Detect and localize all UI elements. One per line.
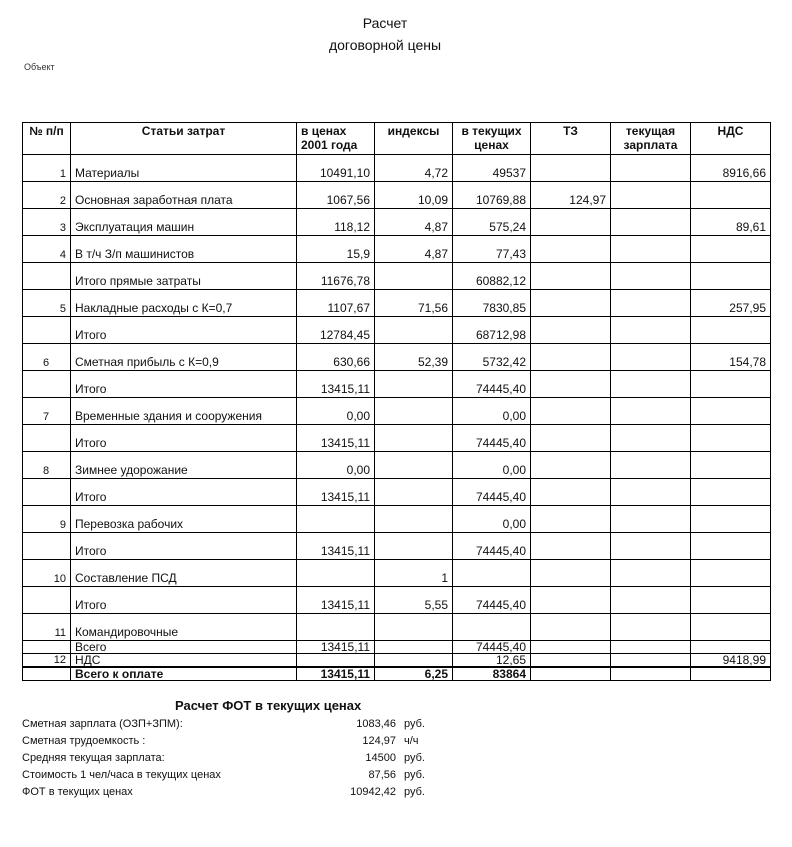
- cost-item-name: Итого: [71, 425, 297, 452]
- fot-label: Сметная трудоемкость :: [22, 735, 146, 747]
- tz-value: 124,97: [531, 182, 611, 209]
- col-header-current-salary: текущая зарплата: [611, 123, 691, 155]
- current-salary: [611, 398, 691, 425]
- base-price: 15,9: [297, 236, 375, 263]
- current-salary: [611, 371, 691, 398]
- fot-unit: ч/ч: [404, 735, 419, 747]
- fot-value: 14500: [365, 752, 396, 764]
- current-price: 74445,40: [453, 641, 531, 654]
- vat-value: 8916,66: [691, 155, 771, 182]
- index-value: [375, 533, 453, 560]
- current-price: 0,00: [453, 452, 531, 479]
- current-salary: [611, 654, 691, 668]
- current-price: 74445,40: [453, 533, 531, 560]
- row-number: [23, 587, 71, 614]
- document-title: Расчет: [362, 15, 408, 31]
- index-value: [375, 506, 453, 533]
- current-salary: [611, 155, 691, 182]
- row-number: 9: [23, 506, 71, 533]
- table-row: [23, 614, 771, 641]
- col-header-indexes: индексы: [375, 123, 453, 155]
- base-price: 13415,11: [297, 587, 375, 614]
- fot-label: Средняя текущая зарплата:: [22, 752, 165, 764]
- fot-row: [22, 716, 464, 733]
- tz-value: [531, 236, 611, 263]
- vat-value: [691, 398, 771, 425]
- cost-item-name: Основная заработная плата: [71, 182, 297, 209]
- vat-value: [691, 614, 771, 641]
- base-price: 10491,10: [297, 155, 375, 182]
- current-price: 0,00: [453, 398, 531, 425]
- index-value: [375, 641, 453, 654]
- vat-value: [691, 182, 771, 209]
- table-row: [23, 654, 771, 668]
- row-number: [23, 479, 71, 506]
- current-salary: [611, 263, 691, 290]
- tz-value: [531, 560, 611, 587]
- tz-value: [531, 425, 611, 452]
- tz-value: [531, 506, 611, 533]
- current-salary: [611, 317, 691, 344]
- vat-value: 9418,99: [691, 654, 771, 668]
- row-number: 10: [23, 560, 71, 587]
- index-value: 4,72: [375, 155, 453, 182]
- current-price: 5732,42: [453, 344, 531, 371]
- cost-item-name: Эксплуатация машин: [71, 209, 297, 236]
- table-row: [23, 641, 771, 654]
- fot-row: [22, 750, 464, 767]
- current-salary: [611, 209, 691, 236]
- vat-value: [691, 667, 771, 681]
- index-value: 6,25: [375, 667, 453, 681]
- vat-value: [691, 425, 771, 452]
- table-row: [23, 236, 771, 263]
- current-price: 10769,88: [453, 182, 531, 209]
- current-price: 74445,40: [453, 479, 531, 506]
- vat-value: [691, 317, 771, 344]
- table-row: [23, 155, 771, 182]
- col-header-base-prices: в ценах 2001 года: [297, 123, 375, 155]
- tz-value: [531, 654, 611, 668]
- current-salary: [611, 344, 691, 371]
- col-header-tz: ТЗ: [531, 123, 611, 155]
- vat-value: [691, 452, 771, 479]
- current-salary: [611, 614, 691, 641]
- base-price: [297, 506, 375, 533]
- row-number: [23, 371, 71, 398]
- index-value: 52,39: [375, 344, 453, 371]
- row-number: [23, 317, 71, 344]
- tz-value: [531, 263, 611, 290]
- table-row: [23, 533, 771, 560]
- current-salary: [611, 236, 691, 263]
- base-price: 13415,11: [297, 425, 375, 452]
- current-salary: [611, 182, 691, 209]
- table-row: [23, 344, 771, 371]
- tz-value: [531, 533, 611, 560]
- current-salary: [611, 533, 691, 560]
- row-number: [23, 667, 71, 681]
- fot-label: Сметная зарплата (ОЗП+ЗПМ):: [22, 718, 183, 730]
- vat-value: [691, 506, 771, 533]
- cost-item-name: Всего к оплате: [71, 667, 297, 681]
- fot-value: 124,97: [362, 735, 396, 747]
- cost-item-name: Временные здания и сооружения: [71, 398, 297, 425]
- tz-value: [531, 587, 611, 614]
- table-row: [23, 290, 771, 317]
- table-row: [23, 209, 771, 236]
- col-header-current-prices: в текущих ценах: [453, 123, 531, 155]
- fot-table: [22, 716, 464, 801]
- tz-value: [531, 209, 611, 236]
- vat-value: [691, 236, 771, 263]
- base-price: 13415,11: [297, 479, 375, 506]
- vat-value: [691, 263, 771, 290]
- row-number: [23, 263, 71, 290]
- col-header-no: № п/п: [23, 123, 71, 155]
- current-salary: [611, 452, 691, 479]
- fot-value: 1083,46: [356, 718, 396, 730]
- current-salary: [611, 667, 691, 681]
- cost-item-name: Сметная прибыль с К=0,9: [71, 344, 297, 371]
- current-price: 575,24: [453, 209, 531, 236]
- row-number: 2: [23, 182, 71, 209]
- row-number: [23, 425, 71, 452]
- row-number: 6: [23, 344, 71, 371]
- current-price: 49537: [453, 155, 531, 182]
- index-value: 4,87: [375, 209, 453, 236]
- table-row: [23, 506, 771, 533]
- fot-value: 87,56: [368, 769, 396, 781]
- tz-value: [531, 371, 611, 398]
- cost-item-name: Командировочные: [71, 614, 297, 641]
- current-price: [453, 560, 531, 587]
- row-number: 12: [23, 654, 71, 668]
- table-row: [23, 371, 771, 398]
- base-price: 13415,11: [297, 371, 375, 398]
- index-value: [375, 452, 453, 479]
- cost-item-name: В т/ч З/п машинистов: [71, 236, 297, 263]
- cost-item-name: Итого: [71, 317, 297, 344]
- col-header-cost-items: Статьи затрат: [71, 123, 297, 155]
- cost-item-name: Итого: [71, 587, 297, 614]
- current-salary: [611, 506, 691, 533]
- current-salary: [611, 290, 691, 317]
- base-price: 1067,56: [297, 182, 375, 209]
- cost-item-name: Итого: [71, 371, 297, 398]
- index-value: [375, 614, 453, 641]
- fot-unit: руб.: [404, 752, 425, 764]
- cost-item-name: НДС: [71, 654, 297, 668]
- vat-value: [691, 479, 771, 506]
- tz-value: [531, 614, 611, 641]
- base-price: [297, 654, 375, 668]
- index-value: 71,56: [375, 290, 453, 317]
- row-number: 8: [23, 452, 71, 479]
- fot-unit: руб.: [404, 769, 425, 781]
- base-price: 12784,45: [297, 317, 375, 344]
- row-number: 1: [23, 155, 71, 182]
- vat-value: [691, 371, 771, 398]
- index-value: 10,09: [375, 182, 453, 209]
- fot-section-title: Расчет ФОТ в текущих ценах: [175, 698, 362, 713]
- index-value: [375, 371, 453, 398]
- object-label: Объект: [24, 62, 55, 72]
- table-row: [23, 182, 771, 209]
- table-row: [23, 263, 771, 290]
- vat-value: [691, 587, 771, 614]
- current-price: 0,00: [453, 506, 531, 533]
- base-price: 630,66: [297, 344, 375, 371]
- tz-value: [531, 344, 611, 371]
- table-header-row: [23, 123, 771, 155]
- fot-unit: руб.: [404, 786, 425, 798]
- index-value: [375, 425, 453, 452]
- index-value: 5,55: [375, 587, 453, 614]
- base-price: [297, 614, 375, 641]
- cost-item-name: Итого прямые затраты: [71, 263, 297, 290]
- vat-value: [691, 533, 771, 560]
- base-price: 118,12: [297, 209, 375, 236]
- cost-item-name: Итого: [71, 479, 297, 506]
- fot-unit: руб.: [404, 718, 425, 730]
- document-subtitle: договорной цены: [328, 37, 442, 53]
- base-price: 13415,11: [297, 533, 375, 560]
- row-number: 5: [23, 290, 71, 317]
- current-price: 77,43: [453, 236, 531, 263]
- current-price: 12,65: [453, 654, 531, 668]
- cost-item-name: Зимнее удорожание: [71, 452, 297, 479]
- base-price: 13415,11: [297, 667, 375, 681]
- tz-value: [531, 290, 611, 317]
- tz-value: [531, 479, 611, 506]
- fot-row: [22, 733, 464, 750]
- col-header-vat: НДС: [691, 123, 771, 155]
- tz-value: [531, 667, 611, 681]
- current-price: 74445,40: [453, 425, 531, 452]
- table-row: [23, 425, 771, 452]
- table-row: [23, 317, 771, 344]
- index-value: [375, 654, 453, 668]
- cost-item-name: Итого: [71, 533, 297, 560]
- table-row: [23, 398, 771, 425]
- current-salary: [611, 587, 691, 614]
- current-price: 83864: [453, 667, 531, 681]
- fot-row: [22, 784, 464, 801]
- cost-item-name: Накладные расходы с К=0,7: [71, 290, 297, 317]
- index-value: [375, 398, 453, 425]
- cost-item-name: Материалы: [71, 155, 297, 182]
- row-number: 3: [23, 209, 71, 236]
- row-number: 4: [23, 236, 71, 263]
- row-number: [23, 641, 71, 654]
- current-salary: [611, 425, 691, 452]
- index-value: [375, 479, 453, 506]
- tz-value: [531, 452, 611, 479]
- base-price: 0,00: [297, 398, 375, 425]
- current-price: 74445,40: [453, 371, 531, 398]
- table-row: [23, 560, 771, 587]
- index-value: [375, 263, 453, 290]
- cost-item-name: Составление ПСД: [71, 560, 297, 587]
- cost-item-name: Всего: [71, 641, 297, 654]
- vat-value: 257,95: [691, 290, 771, 317]
- fot-label: Стоимость 1 чел/часа в текущих ценах: [22, 769, 221, 781]
- tz-value: [531, 641, 611, 654]
- row-number: 11: [23, 614, 71, 641]
- current-price: [453, 614, 531, 641]
- current-price: 74445,40: [453, 587, 531, 614]
- base-price: 1107,67: [297, 290, 375, 317]
- vat-value: 154,78: [691, 344, 771, 371]
- fot-value: 10942,42: [350, 786, 396, 798]
- base-price: [297, 560, 375, 587]
- table-row: [23, 479, 771, 506]
- table-row: [23, 587, 771, 614]
- row-number: [23, 533, 71, 560]
- current-salary: [611, 560, 691, 587]
- index-value: 1: [375, 560, 453, 587]
- index-value: [375, 317, 453, 344]
- cost-item-name: Перевозка рабочих: [71, 506, 297, 533]
- row-number: 7: [23, 398, 71, 425]
- fot-row: [22, 767, 464, 784]
- table-row: [23, 452, 771, 479]
- price-calculation-table: [22, 122, 771, 681]
- current-price: 60882,12: [453, 263, 531, 290]
- vat-value: [691, 560, 771, 587]
- base-price: 13415,11: [297, 641, 375, 654]
- table-row: [23, 667, 771, 681]
- fot-label: ФОТ в текущих ценах: [22, 786, 133, 798]
- base-price: 11676,78: [297, 263, 375, 290]
- tz-value: [531, 155, 611, 182]
- current-price: 7830,85: [453, 290, 531, 317]
- index-value: 4,87: [375, 236, 453, 263]
- tz-value: [531, 398, 611, 425]
- current-salary: [611, 479, 691, 506]
- vat-value: 89,61: [691, 209, 771, 236]
- base-price: 0,00: [297, 452, 375, 479]
- current-price: 68712,98: [453, 317, 531, 344]
- current-salary: [611, 641, 691, 654]
- tz-value: [531, 317, 611, 344]
- vat-value: [691, 641, 771, 654]
